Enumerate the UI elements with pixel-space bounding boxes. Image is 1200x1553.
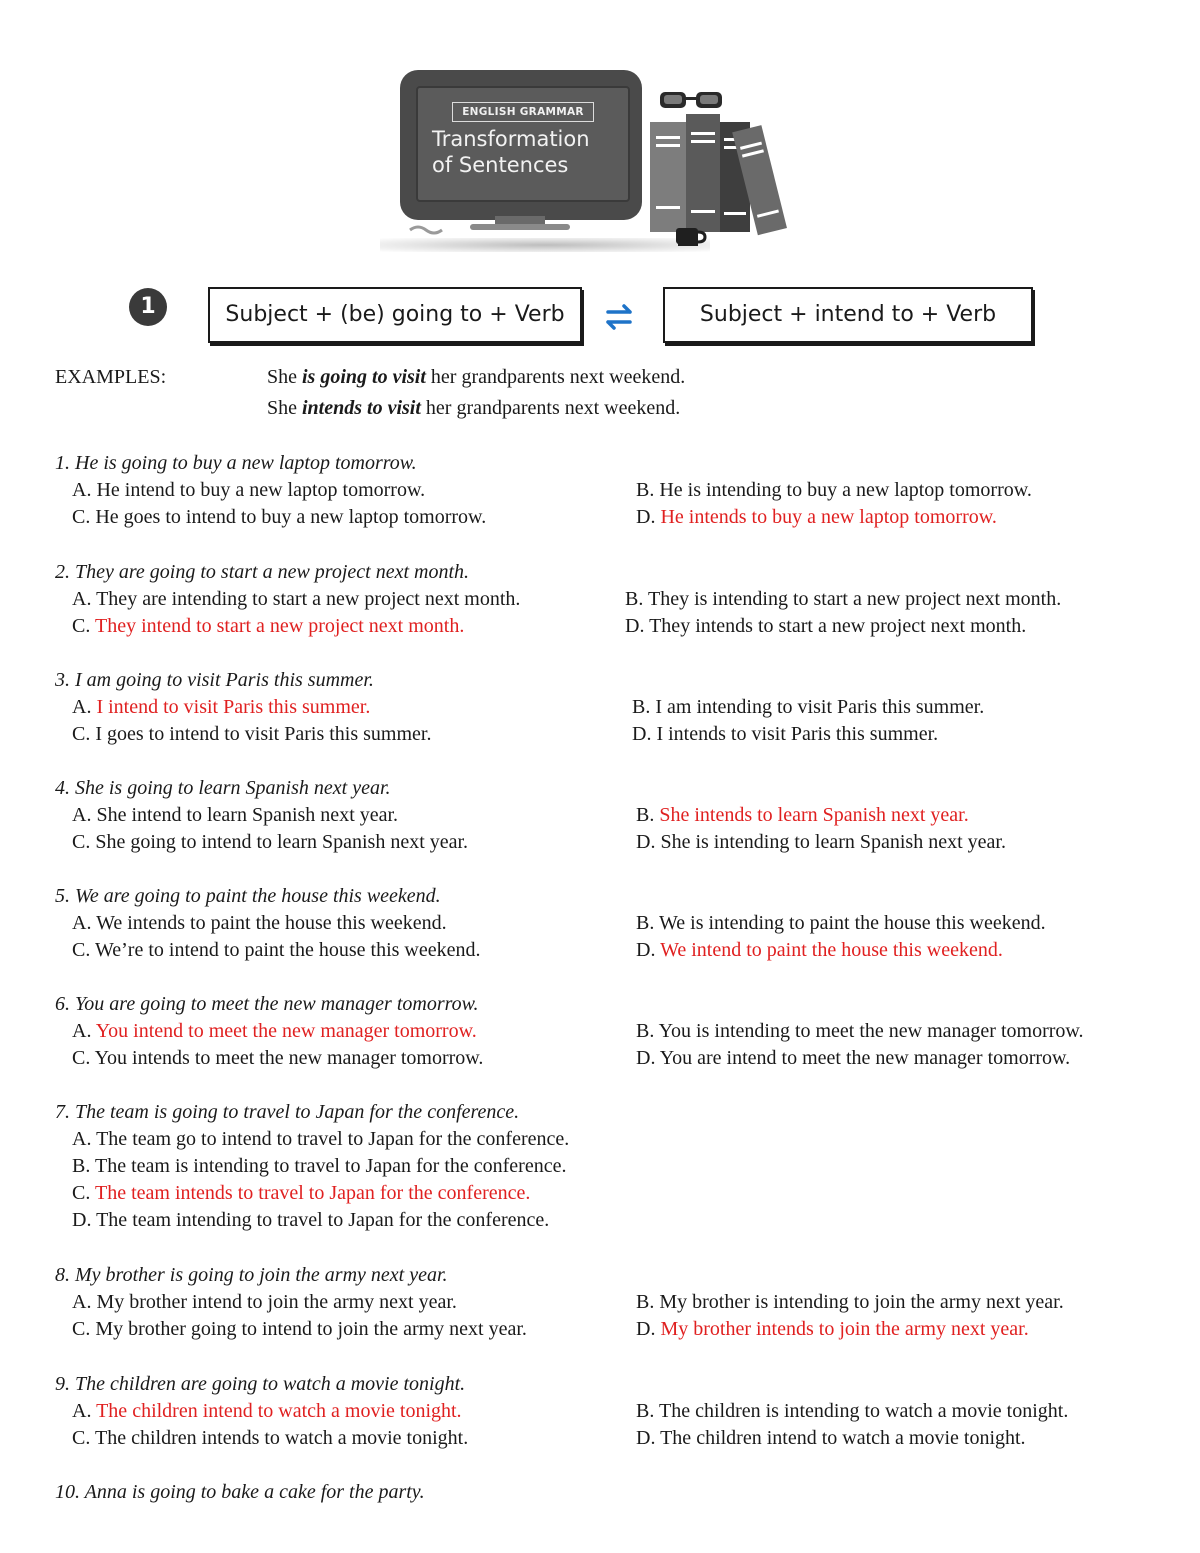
option-text: You are intend to meet the new manager tomorrow. bbox=[659, 1047, 1071, 1069]
formula-going-to: Subject + (be) going to + Verb bbox=[208, 287, 582, 343]
option-text: You intend to meet the new manager tomorrow. bbox=[95, 1020, 477, 1042]
option-letter: A. bbox=[72, 1128, 97, 1150]
option-c bbox=[72, 1047, 483, 1070]
option-text: We’re to intend to paint the house this weekend. bbox=[94, 939, 481, 961]
option-text: He intend to buy a new laptop tomorrow. bbox=[96, 479, 426, 501]
option-letter: C. bbox=[72, 1182, 95, 1204]
option-text: My brother intend to join the army next year. bbox=[96, 1291, 457, 1313]
option-letter: A. bbox=[72, 696, 97, 718]
option-c bbox=[72, 723, 431, 746]
option-c bbox=[72, 939, 481, 962]
option-text: You is intending to meet the new manager tomorrow. bbox=[658, 1020, 1084, 1042]
example-highlight: intends to visit bbox=[302, 397, 421, 419]
option-a-correct bbox=[72, 696, 370, 719]
option-text: I intend to visit Paris this summer. bbox=[96, 696, 371, 718]
banner-title-line1: Transformation bbox=[432, 127, 590, 151]
option-letter: A. bbox=[72, 804, 97, 826]
option-letter: B. bbox=[632, 696, 656, 718]
option-c-correct bbox=[72, 615, 464, 638]
question-prompt: 6. You are going to meet the new manager tomorrow. bbox=[55, 993, 479, 1015]
option-letter: A. bbox=[72, 912, 97, 934]
option-d bbox=[72, 1209, 549, 1232]
option-text: My brother going to intend to join the army next year. bbox=[95, 1318, 527, 1340]
examples-label: EXAMPLES: bbox=[55, 366, 167, 388]
option-a bbox=[72, 1128, 569, 1151]
option-text: We intends to paint the house this weekend. bbox=[96, 912, 447, 934]
monitor-stand bbox=[390, 216, 652, 236]
option-d bbox=[625, 615, 1026, 638]
option-text: The children intend to watch a movie tonight. bbox=[96, 1400, 462, 1422]
example-line-2: She intends to visit her grandparents next weekend. bbox=[267, 397, 681, 419]
option-text: He is intending to buy a new laptop tomorrow. bbox=[659, 479, 1032, 501]
question-prompt: 7. The team is going to travel to Japan for the conference. bbox=[55, 1101, 520, 1123]
option-text: The children intend to watch a movie tonight. bbox=[660, 1427, 1026, 1449]
question-prompt: 10. Anna is going to bake a cake for the party. bbox=[55, 1481, 425, 1503]
option-letter: D. bbox=[636, 506, 661, 528]
option-letter: A. bbox=[72, 1020, 96, 1042]
option-letter: D. bbox=[636, 939, 661, 961]
option-letter: C. bbox=[72, 615, 95, 637]
option-a bbox=[72, 479, 425, 502]
question-prompt: 5. We are going to paint the house this weekend. bbox=[55, 885, 441, 907]
example-line-1: She is going to visit her grandparents next weekend. bbox=[267, 366, 686, 388]
header-illustration bbox=[380, 66, 830, 261]
option-text: The team intending to travel to Japan for the conference. bbox=[96, 1209, 550, 1231]
question-prompt: 4. She is going to learn Spanish next year. bbox=[55, 777, 391, 799]
option-letter: B. bbox=[636, 1400, 659, 1422]
option-text: The team intends to travel to Japan for the conference. bbox=[94, 1182, 531, 1204]
option-d-correct bbox=[636, 506, 997, 529]
formula-intend-to: Subject + intend to + Verb bbox=[663, 287, 1033, 343]
option-a-correct bbox=[72, 1400, 462, 1423]
option-letter: A. bbox=[72, 1291, 97, 1313]
option-text: My brother is intending to join the army next year. bbox=[659, 1291, 1064, 1313]
option-a bbox=[72, 804, 398, 827]
option-b bbox=[625, 588, 1061, 611]
option-text: She going to intend to learn Spanish next year. bbox=[95, 831, 469, 853]
option-text: He goes to intend to buy a new laptop tomorrow. bbox=[95, 506, 487, 528]
option-letter: D. bbox=[636, 1318, 661, 1340]
option-letter: D. bbox=[632, 723, 657, 745]
example-highlight: is going to visit bbox=[302, 366, 426, 388]
question-prompt: 1. He is going to buy a new laptop tomorrow. bbox=[55, 452, 417, 474]
option-text: We is intending to paint the house this weekend. bbox=[658, 912, 1046, 934]
question-prompt: 9. The children are going to watch a movie tonight. bbox=[55, 1373, 466, 1395]
option-c bbox=[72, 1318, 527, 1341]
option-b bbox=[636, 912, 1046, 935]
option-text: They are intending to start a new project next month. bbox=[96, 588, 521, 610]
option-text: My brother intends to join the army next year. bbox=[660, 1318, 1029, 1340]
option-text: They intends to start a new project next month. bbox=[649, 615, 1027, 637]
option-text: I am intending to visit Paris this summer. bbox=[655, 696, 985, 718]
option-a bbox=[72, 1291, 457, 1314]
option-text: She intend to learn Spanish next year. bbox=[96, 804, 399, 826]
question-prompt: 8. My brother is going to join the army next year. bbox=[55, 1264, 448, 1286]
option-b bbox=[72, 1155, 566, 1178]
option-letter: C. bbox=[72, 1318, 96, 1340]
option-letter: B. bbox=[625, 588, 648, 610]
option-b bbox=[636, 479, 1032, 502]
banner-badge: ENGLISH GRAMMAR bbox=[452, 102, 594, 122]
question-prompt: 2. They are going to start a new project next month. bbox=[55, 561, 470, 583]
option-letter: C. bbox=[72, 723, 96, 745]
glasses-icon bbox=[660, 92, 722, 108]
option-a-correct bbox=[72, 1020, 477, 1043]
coffee-mug-icon bbox=[676, 228, 705, 246]
option-b bbox=[636, 1020, 1084, 1043]
option-letter: C. bbox=[72, 1427, 95, 1449]
option-text: She intends to learn Spanish next year. bbox=[659, 804, 969, 826]
option-letter: D. bbox=[72, 1209, 97, 1231]
option-c bbox=[72, 831, 468, 854]
banner-title-line2: of Sentences bbox=[432, 153, 569, 177]
option-a bbox=[72, 588, 520, 611]
option-letter: D. bbox=[636, 1427, 661, 1449]
option-d bbox=[632, 723, 938, 746]
option-letter: D. bbox=[625, 615, 650, 637]
option-c bbox=[72, 1427, 468, 1450]
option-text: I goes to intend to visit Paris this summer. bbox=[95, 723, 432, 745]
option-d bbox=[636, 1047, 1070, 1070]
option-letter: A. bbox=[72, 479, 97, 501]
option-letter: A. bbox=[72, 1400, 97, 1422]
option-text: He intends to buy a new laptop tomorrow. bbox=[660, 506, 997, 528]
option-text: I intends to visit Paris this summer. bbox=[656, 723, 939, 745]
option-text: They is intending to start a new project next month. bbox=[647, 588, 1062, 610]
books-icon bbox=[650, 86, 830, 246]
option-b bbox=[636, 1400, 1068, 1423]
option-d-correct bbox=[636, 1318, 1029, 1341]
option-d-correct bbox=[636, 939, 1003, 962]
option-text: You intends to meet the new manager tomorrow. bbox=[94, 1047, 484, 1069]
banner-title bbox=[432, 126, 632, 178]
option-c-correct bbox=[72, 1182, 530, 1205]
option-letter: B. bbox=[636, 912, 659, 934]
option-text: She is intending to learn Spanish next year. bbox=[660, 831, 1006, 853]
option-d bbox=[636, 1427, 1026, 1450]
option-letter: C. bbox=[72, 1047, 95, 1069]
option-letter: B. bbox=[636, 804, 660, 826]
option-letter: C. bbox=[72, 939, 95, 961]
option-c bbox=[72, 506, 486, 529]
option-a bbox=[72, 912, 447, 935]
question-prompt: 3. I am going to visit Paris this summer. bbox=[55, 669, 374, 691]
option-letter: B. bbox=[636, 1020, 659, 1042]
option-letter: B. bbox=[636, 1291, 660, 1313]
option-text: They intend to start a new project next month. bbox=[94, 615, 465, 637]
option-text: The children is intending to watch a movie tonight. bbox=[658, 1400, 1069, 1422]
swap-arrows-icon bbox=[604, 303, 634, 331]
option-letter: C. bbox=[72, 506, 96, 528]
option-letter: B. bbox=[636, 479, 660, 501]
option-letter: D. bbox=[636, 831, 661, 853]
option-letter: C. bbox=[72, 831, 96, 853]
option-b bbox=[636, 1291, 1064, 1314]
option-d bbox=[636, 831, 1006, 854]
option-b-correct bbox=[636, 804, 969, 827]
rule-number-badge: 1 bbox=[129, 288, 167, 326]
option-text: We intend to paint the house this weekend. bbox=[660, 939, 1003, 961]
option-text: The children intends to watch a movie tonight. bbox=[94, 1427, 469, 1449]
option-letter: D. bbox=[636, 1047, 660, 1069]
option-letter: A. bbox=[72, 588, 97, 610]
option-text: The team go to intend to travel to Japan for the conference. bbox=[96, 1128, 570, 1150]
option-b bbox=[632, 696, 984, 719]
option-text: The team is intending to travel to Japan for the conference. bbox=[94, 1155, 567, 1177]
option-letter: B. bbox=[72, 1155, 95, 1177]
